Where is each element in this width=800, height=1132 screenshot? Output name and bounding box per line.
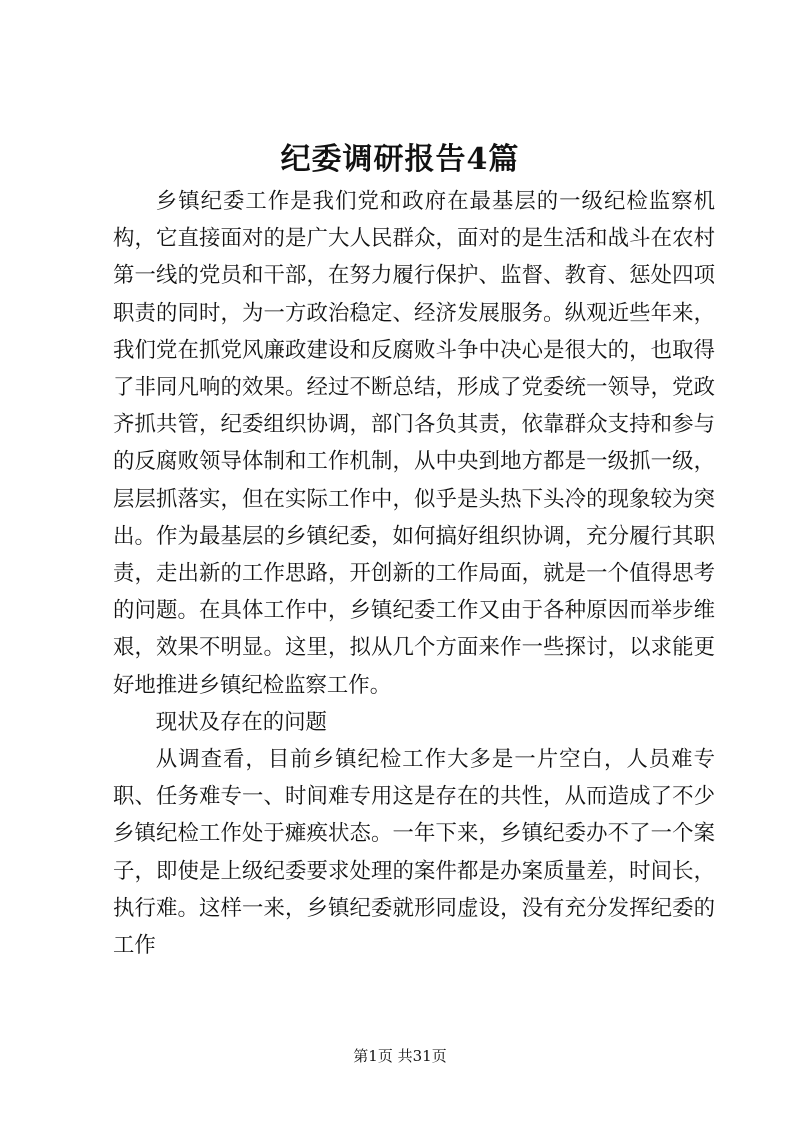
document-body [113,183,715,964]
section-heading: 现状及存在的问题 [155,709,327,735]
section-paragraph: 从调查看，目前乡镇纪检工作大多是一片空白，人员难专职、任务难专一、时间难专用这是存在的共性，从而造成了不少乡镇纪检工作处于瘫痪状态。一年下来，乡镇纪委办不了一个案子，即使是上级纪委要求处理的案件都是办案质量差，时间长，执行难。这样一来，乡镇纪委就形同虚设，没有充分发挥纪委的工作 [113,747,715,959]
intro-paragraph: 乡镇纪委工作是我们党和政府在最基层的一级纪检监察机构，它直接面对的是广大人民群众，面对的是生活和战斗在农村第一线的党员和干部，在努力履行保护、监督、教育、惩处四项职责的同时，为一方政治稳定、经济发展服务。纵观近些年来，我们党在抓党风廉政建设和反腐败斗争中决心是很大的，也取得了非同凡响的效果。经过不断总结，形成了党委统一领导，党政齐抓共管，纪委组织协调，部门各负其责，依靠群众支持和参与的反腐败领导体制和工作机制，从中央到地方都是一级抓一级，层层抓落实，但在实际工作中，似乎是头热下头冷的现象较为突出。作为最基层的乡镇纪委，如何搞好组织协调，充分履行其职责，走出新的工作思路，开创新的工作局面，就是一个值得思考的问题。在具体工作中，乡镇纪委工作又由于各种原因而举步维艰，效果不明显。这里，拟从几个方面来作一些探讨，以求能更好地推进乡镇纪检监察工作。 [113,189,715,698]
page-footer: 第1页 共31页 [353,1047,447,1065]
document-title: 纪委调研报告4篇 [280,142,520,177]
